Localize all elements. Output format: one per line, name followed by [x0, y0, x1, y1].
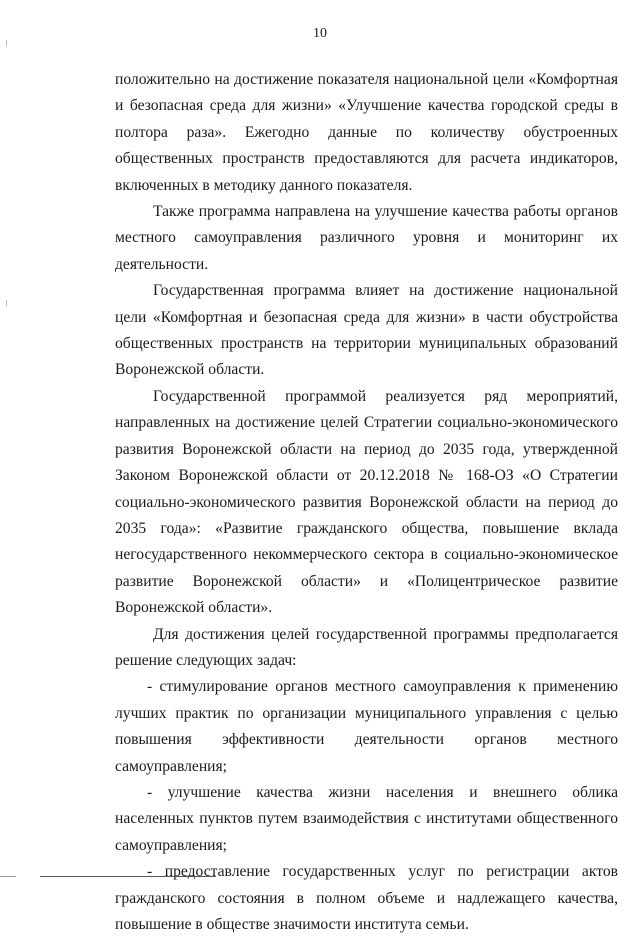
page-number: 10	[313, 26, 327, 41]
paragraph-tasks-intro: Для достижения целей государственной программы предполагается решение следующих задач:	[115, 625, 618, 669]
paragraph-continuation: положительно на достижение показателя национальной цели «Комфортная и безопасная среда для жизни» «Улучшение качества городской среды в полтора раза». Ежегодно данные по количеству обустроенных общественных пространств предоставляются для расчета индикаторов, включенных в методику данного показателя.	[115, 71, 618, 194]
footer-rule	[40, 876, 216, 877]
paragraph-national-goal: Государственная программа влияет на достижение национальной цели «Комфортная и безопасная среда для жизни» в части обустройства общественных пространств на территории муниципальных образований Воронежской области.	[115, 282, 618, 379]
paragraph-strategy: Государственной программой реализуется ряд мероприятий, направленных на достижение целей Стратегии социально-экономического развития Воронежской области на период до 2035 года, утвержденной Законом Воронежской области от 20.12.2018 № 168-ОЗ «О Стратегии социально-экономического развития Воронежской области на период до 2035 года»: «Развитие гражданского общества, повышение вклада негосударственного некоммерческого сектора в социально-экономическое развитие Воронежской области» и «Полицентрическое развитие Воронежской области».	[115, 387, 618, 617]
list-item-task-1: - стимулирование органов местного самоуправления к применению лучших практик по организации муниципального управления с целью повышения эффективности деятельности органов местного самоуправления;	[115, 678, 618, 775]
scan-edge-mark	[6, 40, 7, 46]
list-item-task-3: - предоставление государственных услуг по регистрации актов гражданского состояния в полном объеме и надлежащего качества, повышение в обществе значимости института семьи.	[115, 863, 618, 933]
footer-rule-short	[0, 876, 16, 877]
document-body	[115, 67, 618, 938]
list-item-task-2: - улучшение качества жизни населения и внешнего облика населенных пунктов путем взаимодействия с институтами общественного самоуправления;	[115, 783, 618, 854]
paragraph-program-aims: Также программа направлена на улучшение качества работы органов местного самоуправления различного уровня и мониторинг их деятельности.	[115, 203, 618, 273]
scan-edge-mark	[6, 300, 7, 306]
